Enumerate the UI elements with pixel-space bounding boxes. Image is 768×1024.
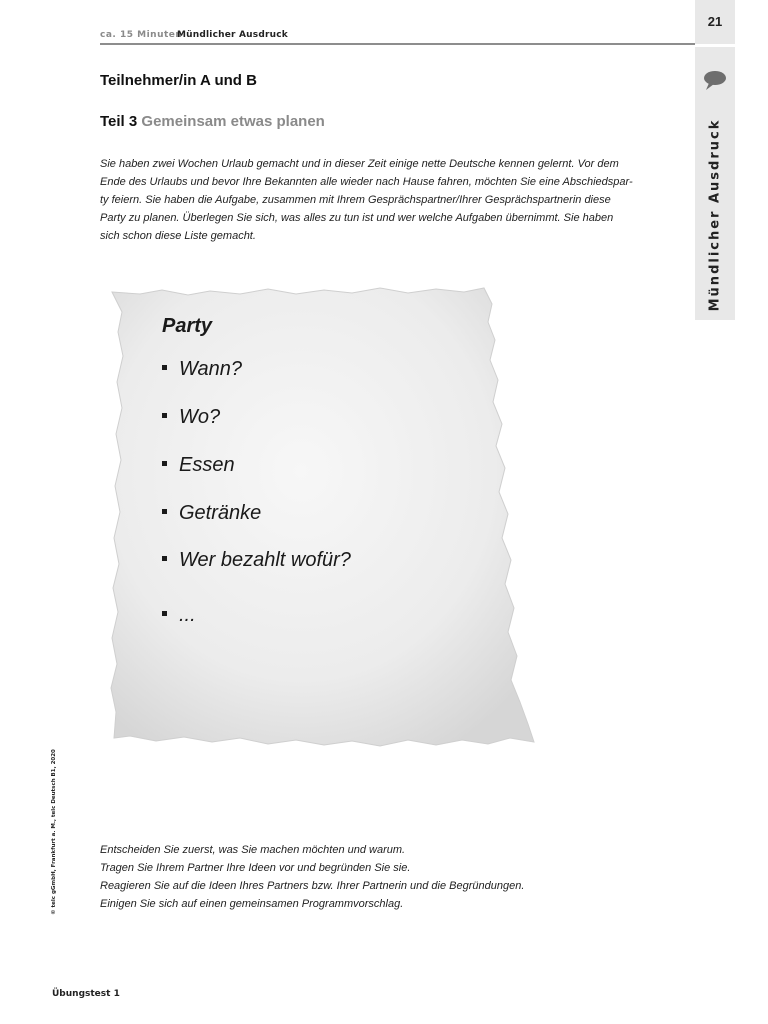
note-item-text: Wann? — [179, 358, 243, 380]
bullet-icon — [162, 461, 167, 466]
instruction-line: Reagieren Sie auf die Ideen Ihres Partners bzw. Ihrer Partnerin und die Begründungen. — [100, 880, 525, 892]
header-section-label: Mündlicher Ausdruck — [177, 30, 288, 40]
footer-label: Übungstest 1 — [52, 989, 120, 999]
intro-line: sich schon diese Liste gemacht. — [100, 230, 256, 242]
note-list-item — [162, 406, 220, 429]
note-list-item — [162, 604, 196, 627]
note-item-text: ... — [179, 604, 196, 626]
note-list-item — [162, 358, 242, 381]
speech-bubble-icon — [703, 68, 727, 92]
note-list-item — [162, 454, 235, 477]
instruction-line: Einigen Sie sich auf einen gemeinsamen Programmvorschlag. — [100, 898, 404, 910]
instructions-block — [100, 841, 620, 913]
torn-paper-note — [100, 282, 540, 752]
copyright-notice: © telc gGmbH, Frankfurt a. M., telc Deutsch B1, 2020 — [51, 749, 57, 915]
section-side-tab — [695, 0, 735, 320]
intro-line: Sie haben zwei Wochen Urlaub gemacht und in dieser Zeit einige nette Deutsche kennen gelernt. Vor dem — [100, 158, 619, 170]
note-item-text: Wer bezahlt wofür? — [179, 549, 351, 571]
side-tab-label: Mündlicher Ausdruck — [707, 118, 723, 312]
running-header — [100, 27, 695, 45]
intro-line: Ende des Urlaubs und bevor Ihre Bekannten alle wieder nach Hause fahren, möchten Sie eine Abschiedspar- — [100, 176, 633, 188]
bullet-icon — [162, 509, 167, 514]
instruction-line: Tragen Sie Ihrem Partner Ihre Ideen vor und begründen Sie sie. — [100, 862, 411, 874]
header-time-label: ca. 15 Minuten — [100, 30, 183, 40]
part-title: Gemeinsam etwas planen — [141, 113, 325, 130]
bullet-icon — [162, 556, 167, 561]
intro-line: ty feiern. Sie haben die Aufgabe, zusammen mit Ihrem Gesprächspartner/Ihrer Gesprächspartnerin diese — [100, 194, 611, 206]
note-list-item — [162, 549, 351, 572]
note-list-item — [162, 502, 261, 525]
note-item-text: Wo? — [179, 406, 221, 428]
instruction-line: Entscheiden Sie zuerst, was Sie machen möchten und warum. — [100, 844, 406, 856]
page-number: 21 — [707, 14, 723, 29]
note-item-text: Essen — [179, 454, 235, 476]
task-description — [100, 155, 662, 245]
note-title: Party — [162, 315, 213, 337]
bullet-icon — [162, 611, 167, 616]
note-item-text: Getränke — [179, 502, 262, 524]
bullet-icon — [162, 365, 167, 370]
intro-line: Party zu planen. Überlegen Sie sich, was alles zu tun ist und wer welche Aufgaben übernimmt. Sie haben — [100, 212, 614, 224]
part-heading — [100, 113, 325, 130]
part-number: Teil 3 — [100, 113, 138, 130]
tab-divider — [695, 44, 735, 47]
bullet-icon — [162, 413, 167, 418]
participants-heading: Teilnehmer/in A und B — [100, 72, 257, 89]
